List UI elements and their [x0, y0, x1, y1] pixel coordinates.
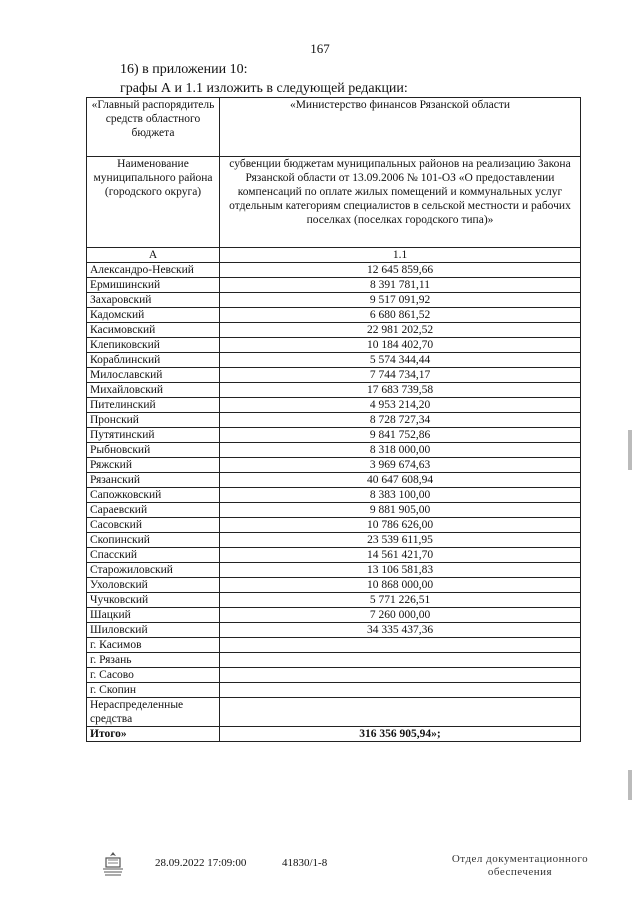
- subvention-amount: [220, 668, 581, 683]
- table-row: [87, 293, 581, 308]
- table-row: [87, 563, 581, 578]
- subvention-amount: 22 981 202,52: [220, 323, 581, 338]
- municipality-name: Ермишинский: [87, 278, 220, 293]
- table-row: [87, 323, 581, 338]
- table-row: [87, 548, 581, 563]
- column-index-row: [87, 248, 581, 263]
- table-row: [87, 488, 581, 503]
- table-row: [87, 608, 581, 623]
- subvention-amount: 9 841 752,86: [220, 428, 581, 443]
- subvention-amount: 9 881 905,00: [220, 503, 581, 518]
- subvention-amount: 9 517 091,92: [220, 293, 581, 308]
- municipality-name: Путятинский: [87, 428, 220, 443]
- scan-margin-mark: [628, 430, 632, 470]
- subvention-amount: [220, 698, 581, 727]
- municipality-name: Кораблинский: [87, 353, 220, 368]
- table-row: [87, 263, 581, 278]
- intro-line-2: графы А и 1.1 изложить в следующей редакции:: [120, 81, 408, 96]
- table-row: [87, 683, 581, 698]
- municipality-name: Александро-Невский: [87, 263, 220, 278]
- municipality-name: Пронский: [87, 413, 220, 428]
- subvention-amount: 4 953 214,20: [220, 398, 581, 413]
- municipality-name: Клепиковский: [87, 338, 220, 353]
- table-row: [87, 503, 581, 518]
- distributor-value: «Министерство финансов Рязанской области: [220, 98, 581, 157]
- total-label: Итого»: [87, 727, 220, 742]
- table-row: [87, 473, 581, 488]
- municipality-name: Спасский: [87, 548, 220, 563]
- subvention-amount: 10 184 402,70: [220, 338, 581, 353]
- column-index-a: А: [87, 248, 220, 263]
- subvention-amount: 6 680 861,52: [220, 308, 581, 323]
- table-row: [87, 353, 581, 368]
- municipality-name: Пителинский: [87, 398, 220, 413]
- municipality-name: г. Скопин: [87, 683, 220, 698]
- municipality-name: Кадомский: [87, 308, 220, 323]
- subvention-amount: 3 969 674,63: [220, 458, 581, 473]
- table-row: [87, 383, 581, 398]
- subvention-amount: 8 318 000,00: [220, 443, 581, 458]
- municipality-name: Касимовский: [87, 323, 220, 338]
- page-number: 167: [310, 41, 330, 56]
- header-row-columns: [87, 157, 581, 248]
- table-row: [87, 518, 581, 533]
- table-row: [87, 368, 581, 383]
- table-row: [87, 653, 581, 668]
- table-row: [87, 338, 581, 353]
- municipality-name: Ряжский: [87, 458, 220, 473]
- municipality-name: Старожиловский: [87, 563, 220, 578]
- footer-datetime: 28.09.2022 17:09:00: [155, 857, 247, 869]
- subvention-amount: 7 260 000,00: [220, 608, 581, 623]
- subvention-amount: 5 771 226,51: [220, 593, 581, 608]
- distributor-label: «Главный распорядитель средств областного бюджета: [87, 98, 220, 157]
- municipality-name: Нераспределенные средства: [87, 698, 220, 727]
- municipality-name: г. Касимов: [87, 638, 220, 653]
- header-row-distributor: [87, 98, 581, 157]
- table-row: [87, 593, 581, 608]
- table-row: [87, 278, 581, 293]
- table-row: [87, 428, 581, 443]
- subvention-amount: 14 561 421,70: [220, 548, 581, 563]
- table-row: [87, 533, 581, 548]
- subvention-amount: 5 574 344,44: [220, 353, 581, 368]
- municipality-name: Захаровский: [87, 293, 220, 308]
- subvention-amount: [220, 653, 581, 668]
- subvention-amount: 40 647 608,94: [220, 473, 581, 488]
- subvention-amount: [220, 638, 581, 653]
- subvention-amount: 7 744 734,17: [220, 368, 581, 383]
- coat-of-arms-icon: [100, 850, 126, 878]
- table-row: [87, 413, 581, 428]
- table-row: [87, 398, 581, 413]
- subvention-amount: 8 391 781,11: [220, 278, 581, 293]
- intro-line-1: 16) в приложении 10:: [120, 62, 248, 77]
- table-row: [87, 668, 581, 683]
- table-row: [87, 698, 581, 727]
- municipality-name: Шиловский: [87, 623, 220, 638]
- footer-department-stamp: Отдел документационного обеспечения: [451, 853, 589, 878]
- subvention-amount: 34 335 437,36: [220, 623, 581, 638]
- municipality-name: Рязанский: [87, 473, 220, 488]
- footer-doc-number: 41830/1-8: [282, 857, 328, 869]
- subvention-amount: 8 383 100,00: [220, 488, 581, 503]
- municipality-name: Шацкий: [87, 608, 220, 623]
- scan-margin-mark: [628, 770, 632, 800]
- table-row: [87, 638, 581, 653]
- total-amount: 316 356 905,94»;: [220, 727, 581, 742]
- column-index-1-1: 1.1: [220, 248, 581, 263]
- municipality-name: Сасовский: [87, 518, 220, 533]
- municipality-name: Михайловский: [87, 383, 220, 398]
- subvention-amount: 13 106 581,83: [220, 563, 581, 578]
- table-row: [87, 443, 581, 458]
- municipality-name: г. Сасово: [87, 668, 220, 683]
- table-row: [87, 578, 581, 593]
- budget-table: [86, 97, 581, 742]
- table-row: [87, 458, 581, 473]
- subvention-amount: 8 728 727,34: [220, 413, 581, 428]
- municipality-name: Сараевский: [87, 503, 220, 518]
- subvention-amount: 10 868 000,00: [220, 578, 581, 593]
- table-row: [87, 308, 581, 323]
- total-row: [87, 727, 581, 742]
- table-row: [87, 623, 581, 638]
- municipality-name: Рыбновский: [87, 443, 220, 458]
- subvention-column-header: субвенции бюджетам муниципальных районов на реализацию Закона Рязанской области от 13.09.2006 № 101-ОЗ «О предоставлении компенсаций по оплате жилых помещений и коммунальных услуг отдельным категориям специалистов в сельской местности и рабочих поселках (поселках городского типа)»: [220, 157, 581, 248]
- municipality-name: Чучковский: [87, 593, 220, 608]
- subvention-amount: 23 539 611,95: [220, 533, 581, 548]
- municipality-name: Скопинский: [87, 533, 220, 548]
- municipality-name: г. Рязань: [87, 653, 220, 668]
- municipality-name: Милославский: [87, 368, 220, 383]
- subvention-amount: [220, 683, 581, 698]
- subvention-amount: 10 786 626,00: [220, 518, 581, 533]
- municipality-column-header: Наименование муниципального района (городского округа): [87, 157, 220, 248]
- municipality-name: Ухоловский: [87, 578, 220, 593]
- subvention-amount: 12 645 859,66: [220, 263, 581, 278]
- subvention-amount: 17 683 739,58: [220, 383, 581, 398]
- municipality-name: Сапожковский: [87, 488, 220, 503]
